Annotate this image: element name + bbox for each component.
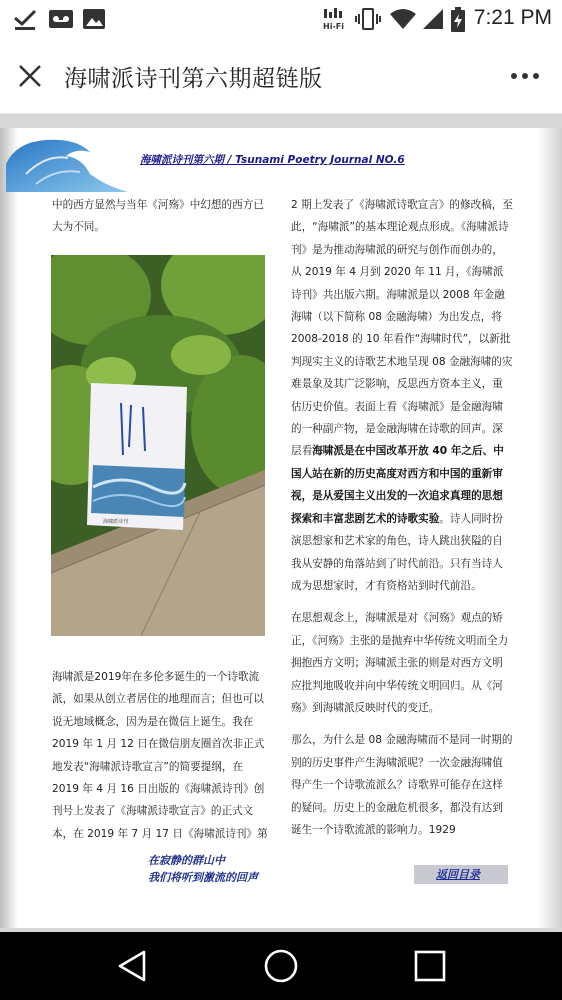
paragraph-bold-text: 海啸派是在中国改革开放 40 年之后、中国人站在新的历史高度对西方和中国的重新审视，是从爱国主义出发的一次追求真理的思想探索和丰富悲剧艺术的诗歌实验 (291, 445, 504, 525)
wave-logo-image (6, 134, 128, 192)
page-edge-shadow (0, 128, 18, 928)
paragraph: 中的西方显然与当年《河殇》中幻想的西方已大为不同。 (52, 199, 264, 234)
paragraph: 在思想观念上，海啸派是对《河殇》观点的矫正，《河殇》主张的是抛弃中华传统文明而全力拥抱西方文明；海啸派主张的则是对西方文明应批判地吸收并向中华传统文明回归。从《河殇》到海啸派反映时代的变迁。 (291, 612, 509, 714)
vibrate-icon (354, 7, 382, 31)
svg-text:Hi-Fi: Hi-Fi (323, 22, 344, 31)
back-to-contents-label: 返回目录 (436, 868, 480, 881)
paragraph: 海啸派是2019年在多伦多诞生的一个诗歌流派，如果从创立者居住的地理而言；但也可以说无地域概念，因为是在微信上诞生。我在 2019 年 1 月 12 日在微信朋友圈首次非正式地发表“海啸派诗歌宣言”的简要提纲，在 2019 年 4 月 16 日出版的《海啸派诗刊》创刊号上发表了《海啸派诗歌宣言》的正式文本，在 2019 年 7 月 17 日《海啸派诗刊》第 (52, 671, 268, 840)
svg-text:海啸派诗刊: 海啸派诗刊 (103, 519, 129, 525)
text-column-right (291, 194, 513, 851)
app-bar (0, 38, 562, 114)
signal-icon (421, 7, 445, 31)
paragraph-text: 2 期上发表了《海啸派诗歌宣言》的修改稿，至此，“海啸派”的基本理论观点形成。《海啸派诗刊》是为推动海啸派的研究与创作而创办的，从 2019 年 4 月到 2020 年 11 月，《海啸派诗刊》共出版六期。海啸派是以 2008 年金融海啸（以下简称 08 金融海啸）为出发点，将 2008-2018 的 10 年看作“海啸时代”，以新批判现实主义的诗歌艺术地呈现 08 金融海啸的灾难景象及其广泛影响，反思西方资本主义，重估历史价值。表面上看《海啸派》是金融海啸的一种副产物，是金融海啸在诗歌的回声。深层看 (291, 199, 513, 458)
text-column-left-bottom (52, 666, 270, 855)
footer-quote (148, 852, 258, 886)
recents-icon[interactable] (410, 946, 450, 986)
download-done-icon (12, 7, 38, 31)
back-to-contents-button[interactable] (414, 865, 508, 884)
page-title: 海啸派诗刊第六期超链版 (64, 66, 323, 92)
wifi-icon (389, 7, 417, 31)
status-bar (0, 0, 562, 38)
battery-charging-icon (450, 7, 466, 33)
clock: 7:21 PM (473, 6, 552, 29)
text-column-left-top (52, 194, 268, 249)
gallery-icon (82, 7, 106, 31)
journal-title-link[interactable]: 海啸派诗刊第六期 / Tsunami Poetry Journal NO.6 (140, 154, 405, 166)
footer-quote-line: 在寂静的群山中 (148, 854, 225, 867)
voicemail-icon (48, 7, 74, 31)
book-photo (51, 255, 265, 636)
more-options-icon[interactable] (510, 71, 540, 81)
back-icon[interactable] (113, 946, 153, 986)
page-edge-shadow (538, 128, 562, 928)
home-icon[interactable] (261, 946, 301, 986)
paragraph-text: 。诗人同时扮演思想家和艺术家的角色，诗人跳出狭隘的自我从安静的角落站到了时代前沿。只有当诗人成为思想家时，才有资格站到时代前沿。 (291, 512, 503, 592)
document-viewer[interactable] (0, 114, 562, 932)
navigation-bar (0, 932, 562, 1000)
paragraph: 那么，为什么是 08 金融海啸而不是同一时期的别的历史事件产生海啸派呢？一次金融海啸值得产生一个诗歌流派么？诗歌界可能存在这样的疑问。历史上的金融危机很多，都没有达到诞生一个诗歌流派的影响力。1929 (291, 734, 513, 836)
footer-quote-line: 我们将听到激流的回声 (148, 871, 258, 884)
document-page (0, 128, 562, 928)
paragraph (291, 194, 513, 597)
close-icon[interactable] (12, 58, 48, 94)
hifi-icon (322, 7, 348, 31)
